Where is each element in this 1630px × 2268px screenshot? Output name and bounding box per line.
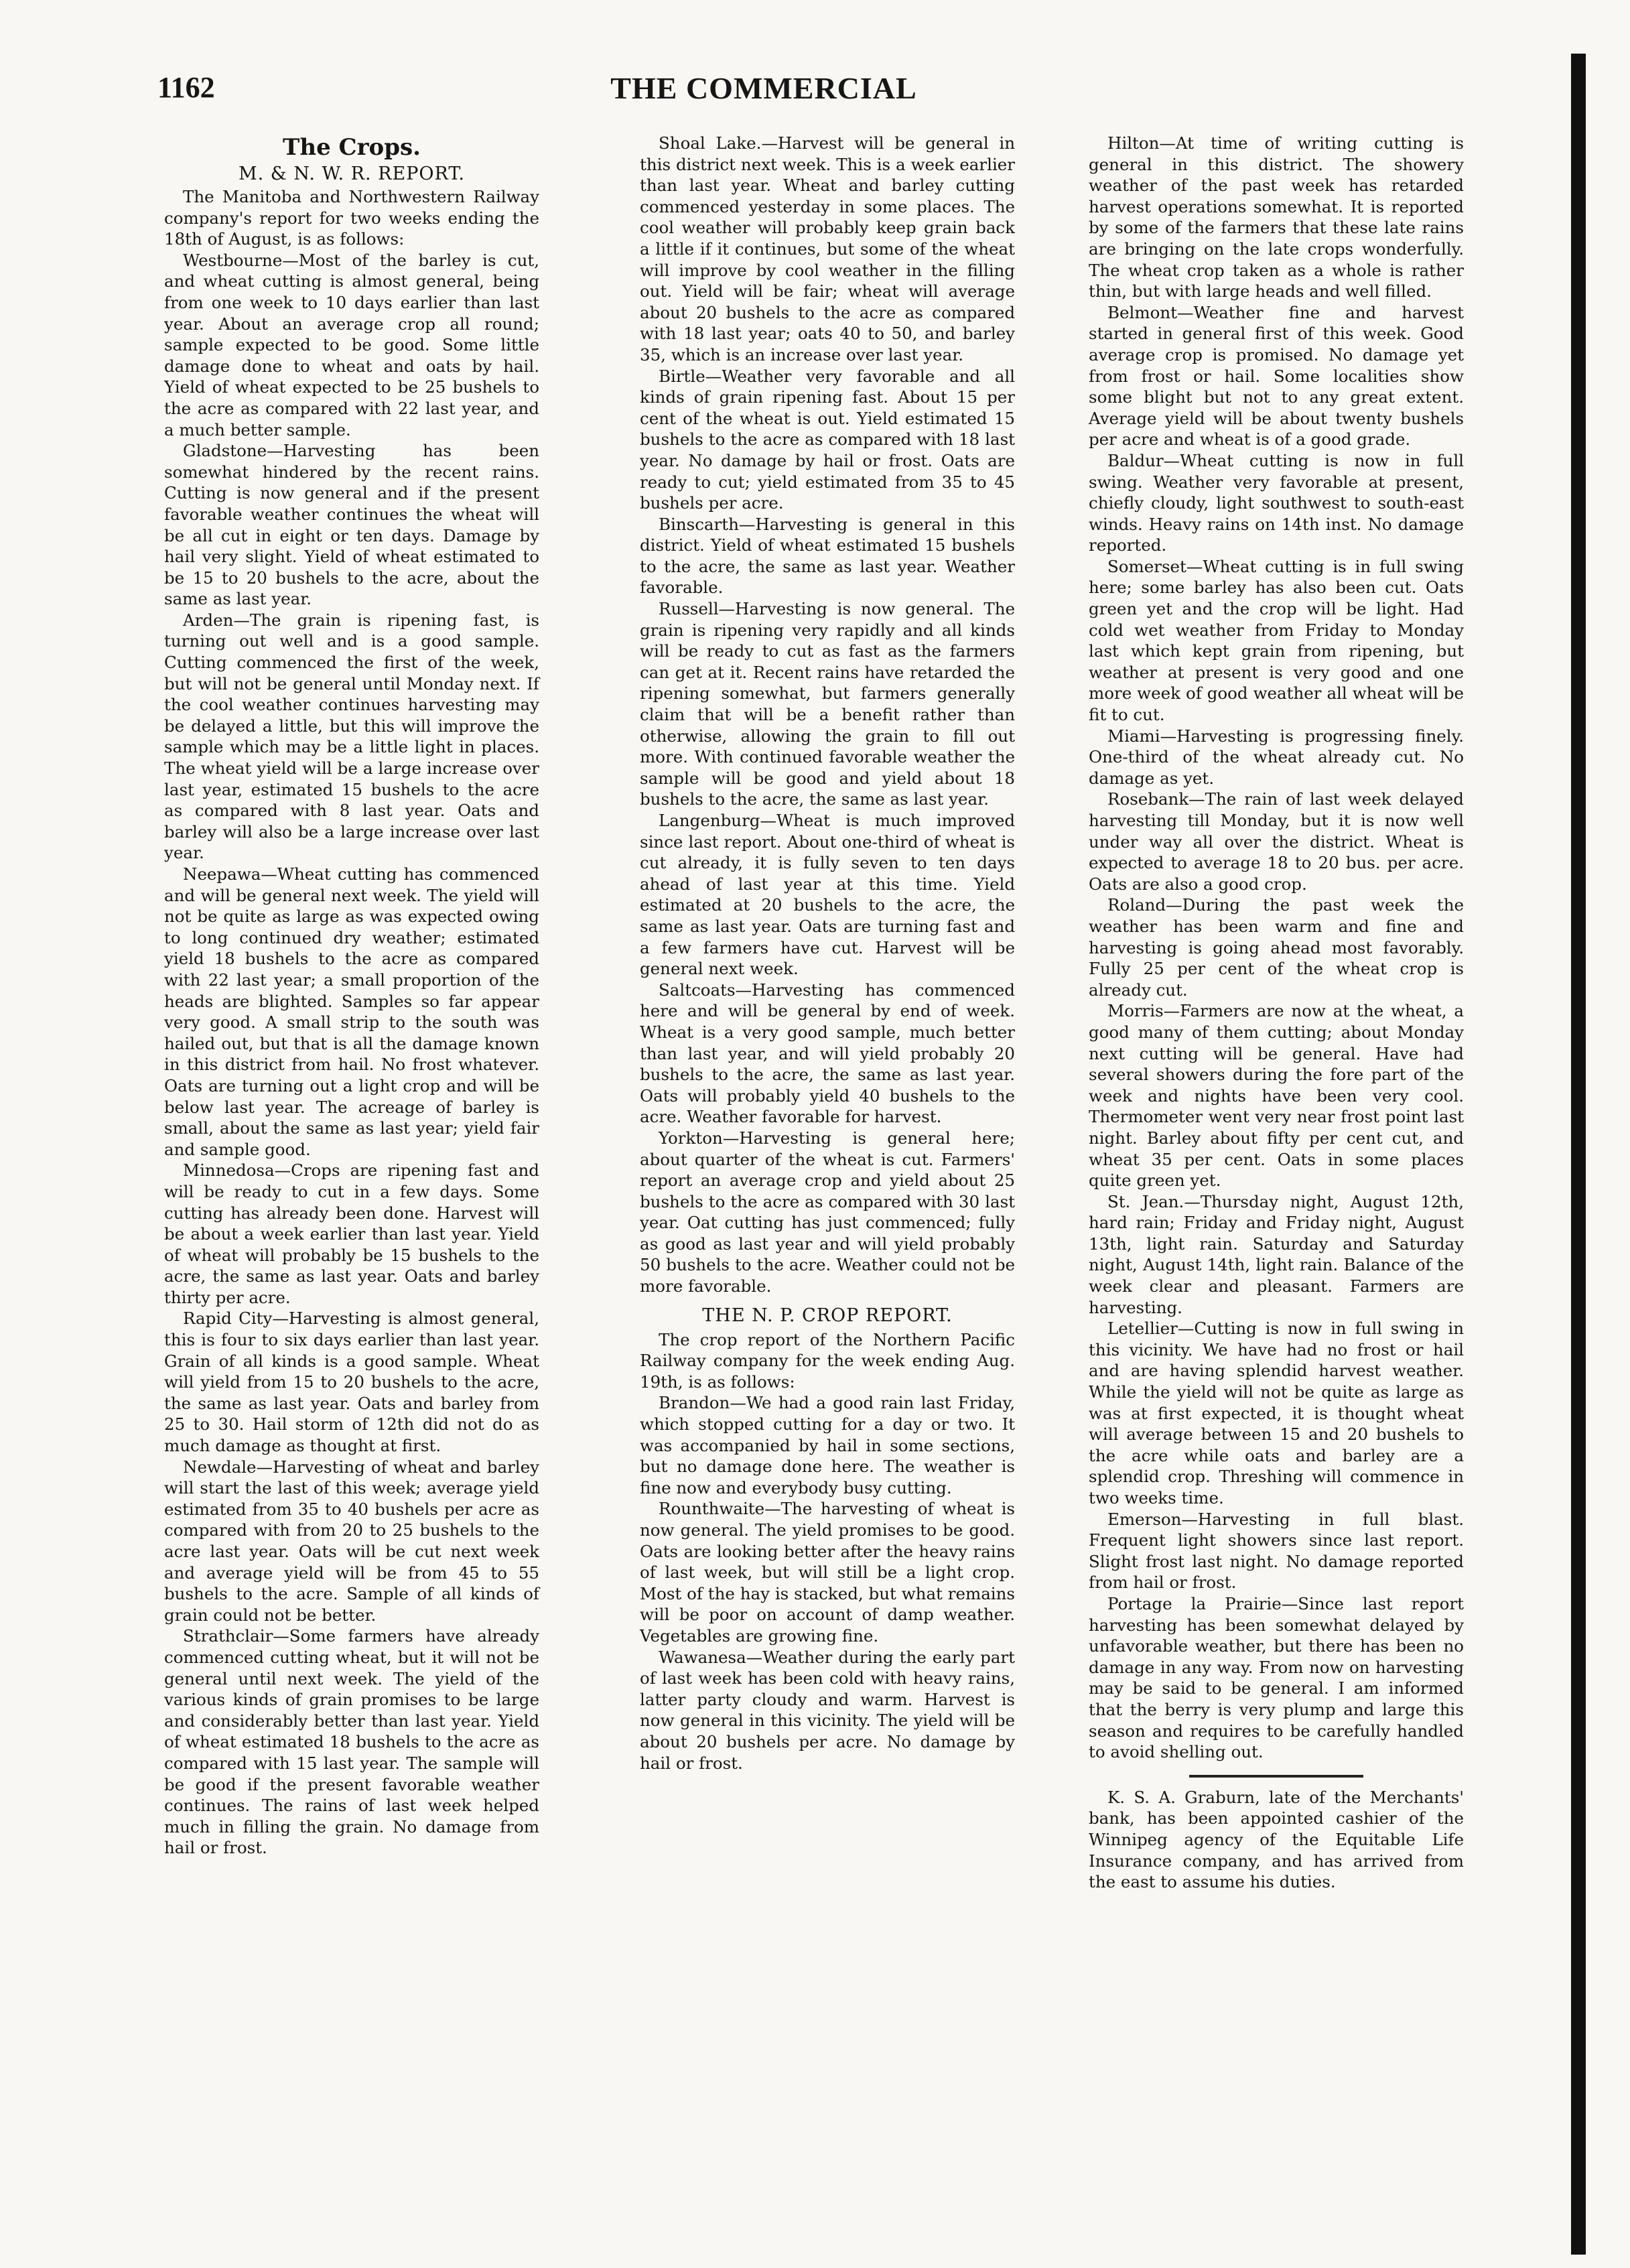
report-paragraph: Russell—Harvesting is now general. The grain is ripening very rapidly and all kinds will be ready to cut as fast as the farmers can get at it. Recent rains have retarded the ripening somewhat, but farmers generally claim that will be a benefit rather than otherwise, allowing the grain to fill out more. With continued favorable weather the sample will be good and yield about 18 bushels to the acre, the same as last year. <box>640 599 1015 809</box>
report-paragraph: Somerset—Wheat cutting is in full swing here; some barley has also been cut. Oats green yet and the crop will be light. Had cold wet weather from Friday to Monday last which kept grain from ripening, but weather at present is very good and one more week of good weather all wheat will be fit to cut. <box>1089 556 1464 725</box>
report-paragraph: Gladstone—Harvesting has been somewhat hindered by the recent rains. Cutting is now general and if the present favorable weather continues the wheat will be all cut in eight or ten days. Damage by hail very slight. Yield of wheat estimated to be 15 to 20 bushels to the acre, about the same as last year. <box>164 441 539 609</box>
report-paragraph: St. Jean.—Thursday night, August 12th, hard rain; Friday and Friday night, August 13th, light rain. Saturday and Saturday night, August 14th, light rain. Balance of the week clear and pleasant. Farmers are harvesting. <box>1089 1191 1464 1317</box>
report-paragraph: Strathclair—Some farmers have already commenced cutting wheat, but it will not be general until next week. The yield of the various kinds of grain promises to be large and considerably better than last year. Yield of wheat estimated 18 bushels to the acre as compared with 15 last year. The sample will be good if the present favorable weather continues. The rains of last week helped much in filling the grain. No damage from hail or frost. <box>164 1626 539 1858</box>
notice-paragraph: K. S. A. Graburn, late of the Merchants' bank, has been appointed cashier of the Winnipeg agency of the Equitable Life Insurance company, and has arrived from the east to assume his duties. <box>1089 1787 1464 1892</box>
report-intro: The Manitoba and Northwestern Railway company's report for two weeks ending the 18th of August, is as follows: <box>164 187 539 249</box>
section-heading: THE N. P. CROP REPORT. <box>702 1305 953 1326</box>
report-paragraph: Roland—During the past week the weather has been warm and fine and harvesting is going ahead most favorably. Fully 25 per cent of the wheat crop is already cut. <box>1089 895 1464 1000</box>
report-paragraph: Wawanesa—Weather during the early part of last week has been cold with heavy rains, latter party cloudy and warm. Harvest is now general in this vicinity. The yield will be about 20 bushels per acre. No damage by hail or frost. <box>640 1647 1015 1773</box>
report-paragraph: Hilton—At time of writing cutting is general in this district. The showery weather of the past week has retarded harvest operations somewhat. It is reported by some of the farmers that these late rains are bringing on the late crops wonderfully. The wheat crop taken as a whole is rather thin, but with large heads and well filled. <box>1089 133 1464 302</box>
report-paragraph: Rosebank—The rain of last week delayed harvesting till Monday, but it is now well under way all over the district. Wheat is expected to average 18 to 20 bus. per acre. Oats are also a good crop. <box>1089 789 1464 894</box>
report-paragraph: Belmont—Weather fine and harvest started in general first of this week. Good average crop is promised. No damage yet from frost or hail. Some localities show some blight but not to any great extent. Average yield will be about twenty bushels per acre and wheat is of a good grade. <box>1089 302 1464 450</box>
report-paragraph: Saltcoats—Harvesting has commenced here and will be general by end of week. Wheat is a very good sample, much better than last year, and will yield probably 20 bushels to the acre, the same as last year. Oats will probably yield 40 bushels to the acre. Weather favorable for harvest. <box>640 980 1015 1127</box>
report-paragraph: Neepawa—Wheat cutting has commenced and will be general next week. The yield will not be quite as large as was expected owing to long continued dry weather; estimated yield 18 bushels to the acre as compared with 22 last year; a small proportion of the heads are blighted. Samples so far appear very good. A small strip to the south was hailed out, but that is all the damage known in this district from hail. No frost whatever. Oats are turning out a light crop and will be below last year. The acreage of barley is small, about the same as last year; yield fair and sample good. <box>164 864 539 1159</box>
report-paragraph: Morris—Farmers are now at the wheat, a good many of them cutting; about Monday next cutting will be general. Have had several showers during the fore part of the week and nights have been very cool. Thermometer went very near frost point last night. Barley about fifty per cent cut, and wheat 35 per cent. Oats in some places quite green yet. <box>1089 1001 1464 1191</box>
report-paragraph: Minnedosa—Crops are ripening fast and will be ready to cut in a few days. Some cutting has already been done. Harvest will be about a week earlier than last year. Yield of wheat will probably be 15 bushels to the acre, the same as last year. Oats and barley thirty per acre. <box>164 1160 539 1307</box>
column-3 <box>1089 133 1464 1893</box>
report-paragraph: Arden—The grain is ripening fast, is turning out well and is a good sample. Cutting commenced the first of the week, but will not be general until Monday next. If the cool weather continues harvesting may be delayed a little, but this will improve the sample which may be a little light in places. The wheat yield will be a large increase over last year, estimated 15 bushels to the acre as compared with 8 last year. Oats and barley will also be a large increase over last year. <box>164 610 539 863</box>
binding-edge <box>1571 54 1586 2255</box>
page-number: 1162 <box>157 71 215 104</box>
running-title: THE COMMERCIAL <box>610 71 917 105</box>
report-paragraph: Yorkton—Harvesting is general here; about quarter of the wheat is cut. Farmers' report an average crop and yield about 25 bushels to the acre as compared with 30 last year. Oat cutting has just commenced; fully as good as last year and will yield probably 50 bushels to the acre. Weather could not be more favorable. <box>640 1128 1015 1296</box>
report-paragraph: Rapid City—Harvesting is almost general, this is four to six days earlier than last year. Grain of all kinds is a good sample. Wheat will yield from 15 to 20 bushels to the acre, the same as last year. Oats and barley from 25 to 30. Hail storm of 12th did not do as much damage as thought at first. <box>164 1309 539 1456</box>
column-2 <box>640 133 1015 1774</box>
report-paragraph: Letellier—Cutting is now in full swing in this vicinity. We have had no frost or hail and are having splendid harvest weather. While the yield will not be quite as large as was at first expected, it is thought wheat will average between 15 and 20 bushels to the acre while oats and barley are a splendid crop. Threshing will commence in two weeks time. <box>1089 1319 1464 1508</box>
report-paragraph: Rounthwaite—The harvesting of wheat is now general. The yield promises to be good. Oats are looking better after the heavy rains of last week, but will still be a light crop. Most of the hay is stacked, but what remains will be poor on account of damp weather. Vegetables are growing fine. <box>640 1499 1015 1646</box>
page-header <box>157 70 1370 117</box>
section-divider <box>1189 1775 1363 1778</box>
report-paragraph: Brandon—We had a good rain last Friday, which stopped cutting for a day or two. It was accompanied by hail in some sections, but no damage done here. The weather is fine now and everybody busy cutting. <box>640 1393 1015 1497</box>
section-title: The Crops. <box>283 134 421 161</box>
report-paragraph: Shoal Lake.—Harvest will be general in this district next week. This is a week earlier than last year. Wheat and barley cutting commenced yesterday in some places. The cool weather will probably keep grain back a little if it continues, but some of the wheat will improve by cool weather in the filling out. Yield will be fair; wheat will average about 20 bushels to the acre as compared with 18 last year; oats 40 to 50, and barley 35, which is an increase over last year. <box>640 133 1015 364</box>
report-paragraph: Newdale—Harvesting of wheat and barley will start the last of this week; average yield estimated from 35 to 40 bushels per acre as compared with from 20 to 25 bushels to the acre last year. Oats will be cut next week and average yield will be from 45 to 55 bushels to the acre. Sample of all kinds of grain could not be better. <box>164 1457 539 1625</box>
report-paragraph: Westbourne—Most of the barley is cut, and wheat cutting is almost general, being from one week to 10 days earlier than last year. About an average crop all round; sample expected to be good. Some little damage done to wheat and oats by hail. Yield of wheat expected to be 25 bushels to the acre as compared with 22 last year, and a much better sample. <box>164 250 539 440</box>
report-paragraph: Binscarth—Harvesting is general in this district. Yield of wheat estimated 15 bushels to the acre, the same as last year. Weather favorable. <box>640 514 1015 598</box>
report-paragraph: Portage la Prairie—Since last report harvesting has been somewhat delayed by unfavorable weather, but there has been no damage in any way. From now on harvesting may be said to be general. I am informed that the berry is very plump and large this season and requires to be carefully handled to avoid shelling out. <box>1089 1593 1464 1762</box>
section-subtitle: M. & N. W. R. REPORT. <box>239 163 465 184</box>
column-1 <box>164 133 539 1859</box>
report-paragraph: Miami—Harvesting is progressing finely. One-third of the wheat already cut. No damage as yet. <box>1089 726 1464 788</box>
report-paragraph: Baldur—Wheat cutting is now in full swing. Weather very favorable at present, chiefly cloudy, light southwest to south-east winds. Heavy rains on 14th inst. No damage reported. <box>1089 450 1464 555</box>
report-paragraph: Langenburg—Wheat is much improved since last report. About one-third of wheat is cut already, it is fully seven to ten days ahead of last year at this time. Yield estimated at 20 bushels to the acre, the same as last year. Oats are turning fast and a few farmers have cut. Harvest will be general next week. <box>640 811 1015 979</box>
report-intro: The crop report of the Northern Pacific Railway company for the week ending Aug. 19th, is as follows: <box>640 1329 1015 1392</box>
report-paragraph: Emerson—Harvesting in full blast. Frequent light showers since last report. Slight frost last night. No damage reported from hail or frost. <box>1089 1509 1464 1593</box>
report-paragraph: Birtle—Weather very favorable and all kinds of grain ripening fast. About 15 per cent of the wheat is out. Yield estimated 15 bushels to the acre as compared with 18 last year. No damage by hail or frost. Oats are ready to cut; yield estimated from 35 to 45 bushels per acre. <box>640 366 1015 513</box>
